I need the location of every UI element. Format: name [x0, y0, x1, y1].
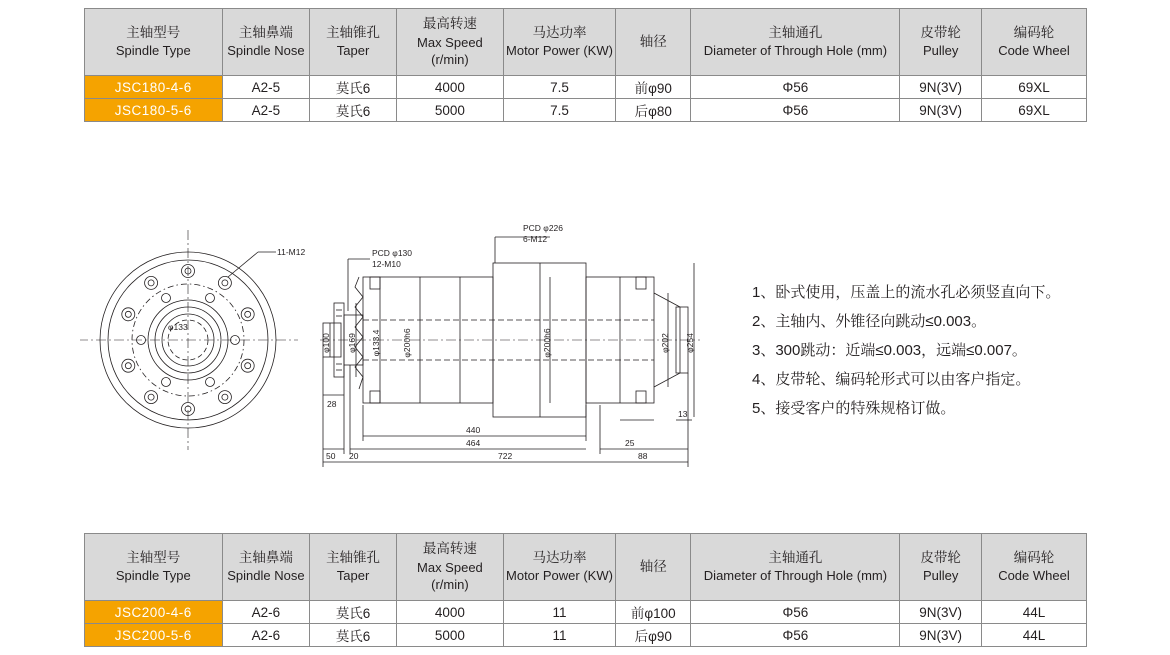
header-en: Code Wheel — [998, 568, 1070, 584]
label-dim-464: 464 — [466, 438, 481, 448]
header-cn: 主轴型号 — [126, 550, 181, 566]
header-en: Spindle Nose — [227, 568, 305, 584]
cell-motor-power: 11 — [503, 601, 615, 624]
label-dim-25: 25 — [625, 438, 635, 448]
cell-spindle-type: JSC200-5-6 — [85, 624, 223, 647]
label-d-200h6-right: φ200h6 — [542, 328, 552, 358]
header-cn: 轴径 — [639, 33, 667, 49]
label-d-200h6-left: φ200h6 — [402, 328, 412, 358]
label-dim-20: 20 — [349, 451, 359, 461]
cell-through-hole: Φ56 — [691, 99, 900, 122]
cell-max-speed: 5000 — [396, 624, 503, 647]
label-6-m12: 6-M12 — [523, 234, 548, 244]
notes-list — [752, 278, 1152, 423]
column-header-spindle-type — [85, 9, 223, 76]
note-item: 4、皮带轮、编码轮形式可以由客户指定。 — [752, 371, 1031, 388]
column-header-spindle-nose — [222, 9, 310, 76]
label-d-100: φ100 — [321, 333, 331, 353]
table-header-row — [85, 9, 1087, 76]
cell-shaft-diameter: 后φ80 — [616, 99, 691, 122]
label-d-254: φ254 — [685, 333, 695, 353]
header-cn: 轴径 — [639, 558, 667, 574]
cell-code-wheel: 69XL — [981, 76, 1086, 99]
column-header-taper — [310, 9, 397, 76]
note-item: 3、300跳动：近端≤0.003，远端≤0.007。 — [752, 342, 1027, 359]
label-d-169: φ169 — [347, 333, 357, 353]
label-dim-28: 28 — [327, 399, 337, 409]
cell-spindle-nose: A2-6 — [222, 624, 310, 647]
column-header-shaft-diameter — [616, 534, 691, 601]
column-header-spindle-type — [85, 534, 223, 601]
column-header-max-speed — [396, 9, 503, 76]
label-dim-440: 440 — [466, 425, 481, 435]
label-d-202: φ202 — [660, 333, 670, 353]
header-cn: 皮带轮 — [920, 550, 961, 566]
header-en: Motor Power (KW) — [506, 43, 613, 59]
cell-pulley: 9N(3V) — [900, 99, 982, 122]
header-en: Motor Power (KW) — [506, 568, 613, 584]
note-item: 1、卧式使用，压盖上的流水孔必须竖直向下。 — [752, 284, 1061, 301]
label-dim-88: 88 — [638, 451, 648, 461]
label-bore-133: φ133 — [168, 322, 188, 332]
column-header-spindle-nose — [222, 534, 310, 601]
label-dim-13: 13 — [678, 409, 688, 419]
column-header-through-hole — [691, 534, 900, 601]
column-header-max-speed — [396, 534, 503, 601]
column-header-motor-power — [503, 9, 615, 76]
header-cn: 最高转速 — [422, 16, 477, 32]
column-header-pulley — [900, 9, 982, 76]
table-row — [85, 624, 1087, 647]
header-cn: 主轴通孔 — [768, 25, 823, 41]
cell-code-wheel: 44L — [981, 601, 1086, 624]
cell-spindle-nose: A2-5 — [222, 99, 310, 122]
cell-spindle-type: JSC180-4-6 — [85, 76, 223, 99]
header-en: Code Wheel — [998, 43, 1070, 59]
header-cn: 皮带轮 — [920, 25, 961, 41]
cell-code-wheel: 44L — [981, 624, 1086, 647]
spec-table-bottom — [84, 533, 1087, 647]
label-dim-50: 50 — [326, 451, 336, 461]
cell-taper: 莫氏6 — [310, 76, 397, 99]
header-cn: 主轴型号 — [126, 25, 181, 41]
header-cn: 主轴通孔 — [768, 550, 823, 566]
cell-max-speed: 4000 — [396, 76, 503, 99]
header-cn: 主轴锥孔 — [326, 25, 381, 41]
label-dim-722: 722 — [498, 451, 513, 461]
table-row — [85, 99, 1087, 122]
header-cn: 马达功率 — [532, 550, 587, 566]
cell-pulley: 9N(3V) — [900, 76, 982, 99]
cell-through-hole: Φ56 — [691, 601, 900, 624]
cell-taper: 莫氏6 — [310, 624, 397, 647]
label-pcd-130: PCD φ130 — [372, 248, 413, 258]
column-header-through-hole — [691, 9, 900, 76]
spec-table-top — [84, 8, 1087, 122]
header-cn: 编码轮 — [1013, 25, 1055, 41]
cell-through-hole: Φ56 — [691, 76, 900, 99]
cell-pulley: 9N(3V) — [900, 624, 982, 647]
column-header-code-wheel — [981, 9, 1086, 76]
cell-code-wheel: 69XL — [981, 99, 1086, 122]
cell-spindle-type: JSC180-5-6 — [85, 99, 223, 122]
cell-motor-power: 7.5 — [503, 99, 615, 122]
cell-spindle-nose: A2-5 — [222, 76, 310, 99]
header-en: Pulley — [922, 568, 959, 584]
header-en: Taper — [336, 568, 370, 584]
note-item: 2、主轴内、外锥径向跳动≤0.003。 — [752, 313, 987, 330]
cell-max-speed: 4000 — [396, 601, 503, 624]
cell-motor-power: 11 — [503, 624, 615, 647]
table-row — [85, 601, 1087, 624]
cell-motor-power: 7.5 — [503, 76, 615, 99]
column-header-pulley — [900, 534, 982, 601]
header-cn: 最高转速 — [422, 541, 477, 557]
cell-max-speed: 5000 — [396, 99, 503, 122]
column-header-taper — [310, 534, 397, 601]
cell-spindle-nose: A2-6 — [222, 601, 310, 624]
cell-through-hole: Φ56 — [691, 624, 900, 647]
label-pcd-226: PCD φ226 — [523, 223, 564, 233]
label-12-m10: 12-M10 — [372, 259, 401, 269]
cell-shaft-diameter: 前φ90 — [616, 76, 691, 99]
header-en: Max Speed (r/min) — [417, 559, 483, 593]
header-en: Max Speed (r/min) — [417, 34, 483, 68]
column-header-code-wheel — [981, 534, 1086, 601]
cell-pulley: 9N(3V) — [900, 601, 982, 624]
header-en: Taper — [336, 43, 370, 59]
header-cn: 马达功率 — [532, 25, 587, 41]
spindle-technical-drawing — [80, 215, 740, 490]
cell-shaft-diameter: 后φ90 — [616, 624, 691, 647]
header-en: Diameter of Through Hole (mm) — [703, 568, 888, 584]
column-header-shaft-diameter — [616, 9, 691, 76]
cell-taper: 莫氏6 — [310, 99, 397, 122]
table-row — [85, 76, 1087, 99]
header-cn: 主轴锥孔 — [326, 550, 381, 566]
header-en: Spindle Nose — [227, 43, 305, 59]
header-cn: 主轴鼻端 — [238, 550, 293, 566]
cell-shaft-diameter: 前φ100 — [616, 601, 691, 624]
label-11-m12: 11-M12 — [277, 247, 306, 257]
table-header-row — [85, 534, 1087, 601]
header-cn: 编码轮 — [1013, 550, 1055, 566]
header-cn: 主轴鼻端 — [238, 25, 293, 41]
header-en: Spindle Type — [115, 568, 191, 584]
column-header-motor-power — [503, 534, 615, 601]
header-en: Pulley — [922, 43, 959, 59]
cell-spindle-type: JSC200-4-6 — [85, 601, 223, 624]
note-item: 5、接受客户的特殊规格订做。 — [752, 400, 956, 417]
cell-taper: 莫氏6 — [310, 601, 397, 624]
header-en: Spindle Type — [115, 43, 191, 59]
header-en: Diameter of Through Hole (mm) — [703, 43, 888, 59]
label-d-133-4: φ133.4 — [371, 329, 381, 357]
